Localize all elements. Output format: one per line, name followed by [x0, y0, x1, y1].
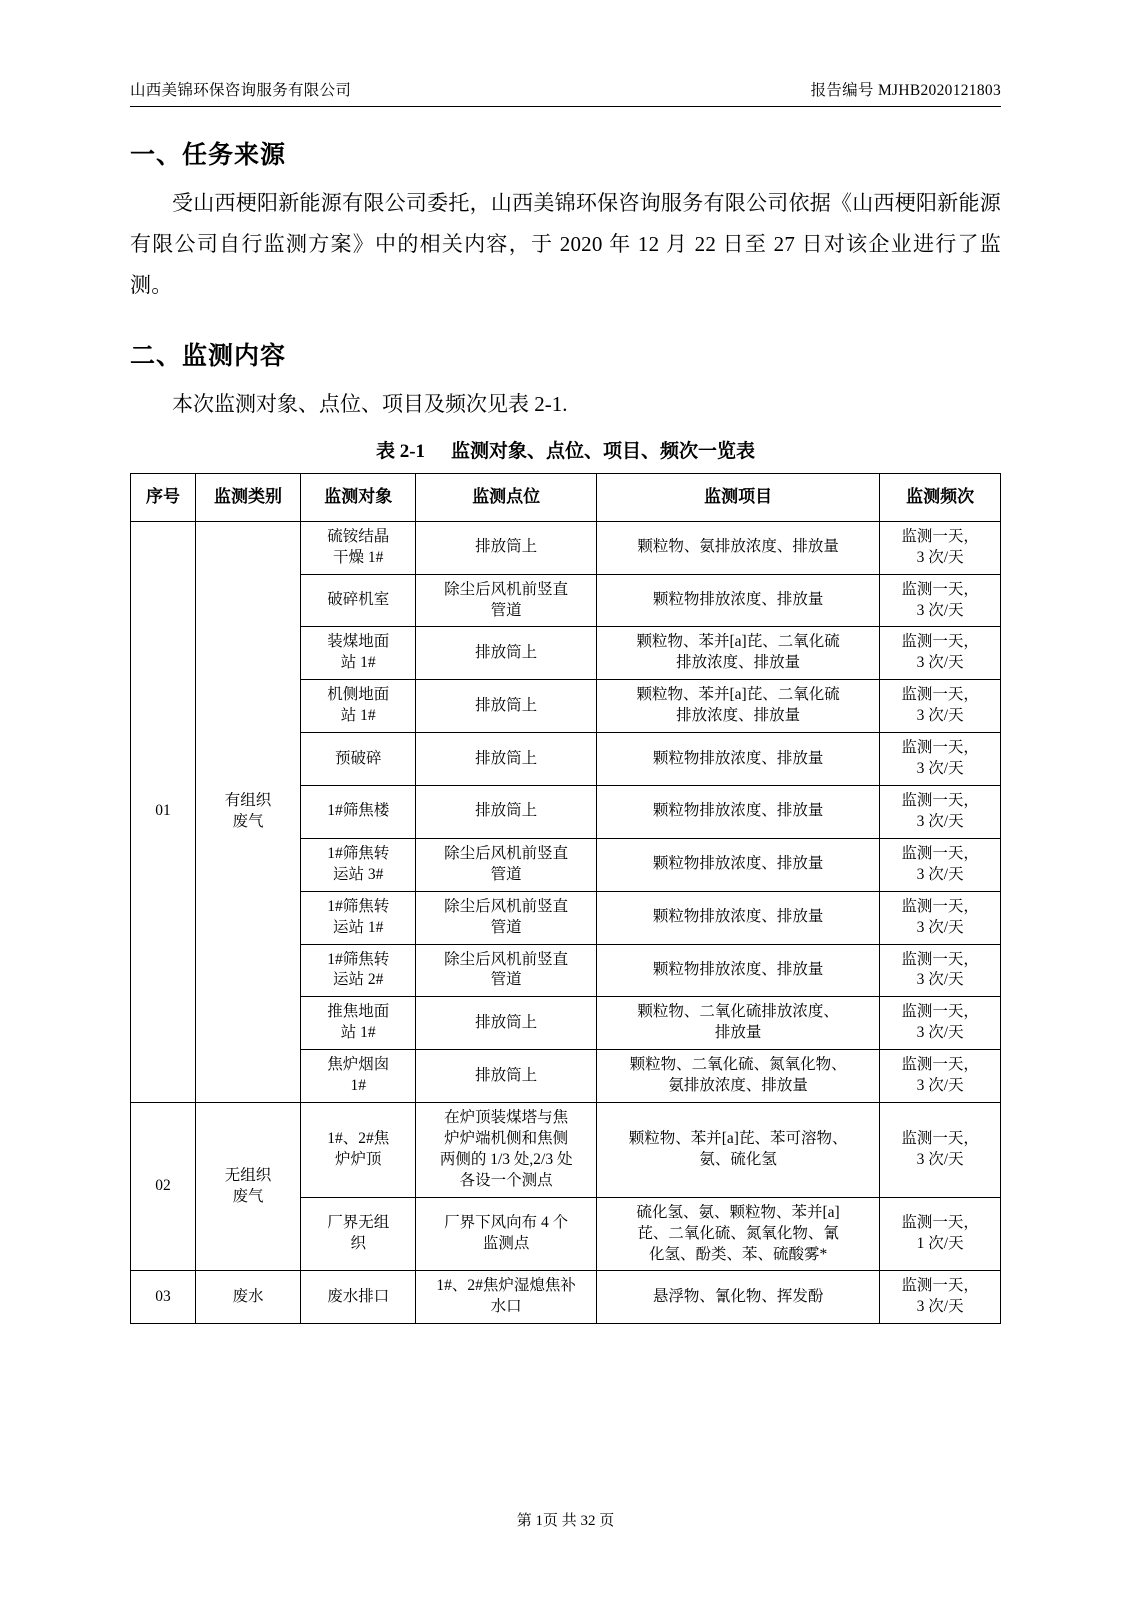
- cell-frequency: 监测一天， 3 次/天: [880, 627, 1001, 680]
- table-row: [131, 521, 1001, 574]
- cell-items: 颗粒物、二氧化硫、氮氧化物、 氨排放浓度、排放量: [596, 1050, 879, 1103]
- cell-object: 厂界无组 织: [301, 1197, 416, 1271]
- cell-items: 颗粒物排放浓度、排放量: [596, 785, 879, 838]
- cell-items: 颗粒物、二氧化硫排放浓度、 排放量: [596, 997, 879, 1050]
- cell-object: 1#筛焦转 运站 2#: [301, 944, 416, 997]
- th-point: 监测点位: [416, 473, 597, 521]
- cell-object: 焦炉烟囱 1#: [301, 1050, 416, 1103]
- header-company: 山西美锦环保咨询服务有限公司: [130, 82, 352, 99]
- page-footer: 第 1页 共 32 页: [516, 1513, 615, 1529]
- cell-items: 颗粒物、氨排放浓度、排放量: [596, 521, 879, 574]
- cell-items: 颗粒物、苯并[a]芘、二氧化硫 排放浓度、排放量: [596, 680, 879, 733]
- cell-items: 颗粒物、苯并[a]芘、苯可溶物、 氨、硫化氢: [596, 1103, 879, 1198]
- table-header-row: [131, 473, 1001, 521]
- table-caption-text: 监测对象、点位、项目、频次一览表: [451, 440, 756, 462]
- cell-object: 推焦地面 站 1#: [301, 997, 416, 1050]
- cell-point: 除尘后风机前竖直 管道: [416, 574, 597, 627]
- cell-point: 除尘后风机前竖直 管道: [416, 944, 597, 997]
- cell-frequency: 监测一天， 3 次/天: [880, 944, 1001, 997]
- cell-items: 颗粒物排放浓度、排放量: [596, 838, 879, 891]
- cell-items: 悬浮物、氰化物、挥发酚: [596, 1271, 879, 1324]
- cell-point: 排放筒上: [416, 733, 597, 786]
- cell-point: 排放筒上: [416, 627, 597, 680]
- cell-point: 排放筒上: [416, 680, 597, 733]
- cell-category: 有组织 废气: [196, 521, 301, 1102]
- cell-items: 颗粒物、苯并[a]芘、二氧化硫 排放浓度、排放量: [596, 627, 879, 680]
- cell-object: 破碎机室: [301, 574, 416, 627]
- cell-point: 排放筒上: [416, 997, 597, 1050]
- header-divider: [130, 106, 1001, 107]
- cell-object: 1#筛焦楼: [301, 785, 416, 838]
- cell-point: 除尘后风机前竖直 管道: [416, 891, 597, 944]
- th-seq: 序号: [131, 473, 196, 521]
- section-title-1: 一、任务来源: [130, 142, 287, 169]
- cell-items: 颗粒物排放浓度、排放量: [596, 891, 879, 944]
- cell-point: 1#、2#焦炉湿熄焦补 水口: [416, 1271, 597, 1324]
- cell-point: 排放筒上: [416, 1050, 597, 1103]
- cell-object: 预破碎: [301, 733, 416, 786]
- cell-frequency: 监测一天， 3 次/天: [880, 1050, 1001, 1103]
- cell-object: 装煤地面 站 1#: [301, 627, 416, 680]
- cell-frequency: 监测一天， 1 次/天: [880, 1197, 1001, 1271]
- cell-point: 排放筒上: [416, 521, 597, 574]
- table-body: [131, 521, 1001, 1324]
- cell-category: 无组织 废气: [196, 1103, 301, 1271]
- section-body-2: 本次监测对象、点位、项目及频次见表 2-1.: [172, 391, 568, 416]
- cell-object: 1#筛焦转 运站 3#: [301, 838, 416, 891]
- cell-items: 硫化氢、氨、颗粒物、苯并[a] 芘、二氧化硫、氮氧化物、氰 化氢、酚类、苯、硫酸雾*: [596, 1197, 879, 1271]
- cell-object: 硫铵结晶 干燥 1#: [301, 521, 416, 574]
- cell-seq: 03: [131, 1271, 196, 1324]
- cell-frequency: 监测一天， 3 次/天: [880, 838, 1001, 891]
- section-body-1: 受山西梗阳新能源有限公司委托，山西美锦环保咨询服务有限公司依据《山西梗阳新能源有限公司自行监测方案》中的相关内容，于 2020 年 12 月 22 日至 27 日对该企业进行了监测。: [130, 191, 1001, 297]
- cell-point: 厂界下风向布 4 个 监测点: [416, 1197, 597, 1271]
- cell-category: 废水: [196, 1271, 301, 1324]
- table-row: [131, 1103, 1001, 1198]
- cell-frequency: 监测一天， 3 次/天: [880, 521, 1001, 574]
- th-frequency: 监测频次: [880, 473, 1001, 521]
- cell-point: 除尘后风机前竖直 管道: [416, 838, 597, 891]
- cell-seq: 02: [131, 1103, 196, 1271]
- table-caption: [130, 436, 1001, 463]
- cell-frequency: 监测一天， 3 次/天: [880, 680, 1001, 733]
- table-row: [131, 1271, 1001, 1324]
- cell-frequency: 监测一天， 3 次/天: [880, 1271, 1001, 1324]
- cell-point: 在炉顶装煤塔与焦 炉炉端机侧和焦侧 两侧的 1/3 处,2/3 处 各设一个测点: [416, 1103, 597, 1198]
- cell-frequency: 监测一天， 3 次/天: [880, 574, 1001, 627]
- th-category: 监测类别: [196, 473, 301, 521]
- th-items: 监测项目: [596, 473, 879, 521]
- cell-object: 1#筛焦转 运站 1#: [301, 891, 416, 944]
- page-header: [130, 0, 1001, 106]
- cell-point: 排放筒上: [416, 785, 597, 838]
- cell-object: 废水排口: [301, 1271, 416, 1324]
- table-caption-number: 表 2-1: [375, 440, 426, 462]
- cell-frequency: 监测一天， 3 次/天: [880, 733, 1001, 786]
- monitoring-table: [130, 473, 1001, 1325]
- cell-object: 1#、2#焦 炉炉顶: [301, 1103, 416, 1198]
- section-title-2: 二、监测内容: [130, 342, 287, 370]
- cell-seq: 01: [131, 521, 196, 1102]
- cell-object: 机侧地面 站 1#: [301, 680, 416, 733]
- th-object: 监测对象: [301, 473, 416, 521]
- cell-items: 颗粒物排放浓度、排放量: [596, 944, 879, 997]
- cell-items: 颗粒物排放浓度、排放量: [596, 574, 879, 627]
- cell-frequency: 监测一天， 3 次/天: [880, 1103, 1001, 1198]
- cell-items: 颗粒物排放浓度、排放量: [596, 733, 879, 786]
- cell-frequency: 监测一天， 3 次/天: [880, 785, 1001, 838]
- cell-frequency: 监测一天， 3 次/天: [880, 997, 1001, 1050]
- cell-frequency: 监测一天， 3 次/天: [880, 891, 1001, 944]
- header-report-number: 报告编号 MJHB2020121803: [810, 82, 1001, 99]
